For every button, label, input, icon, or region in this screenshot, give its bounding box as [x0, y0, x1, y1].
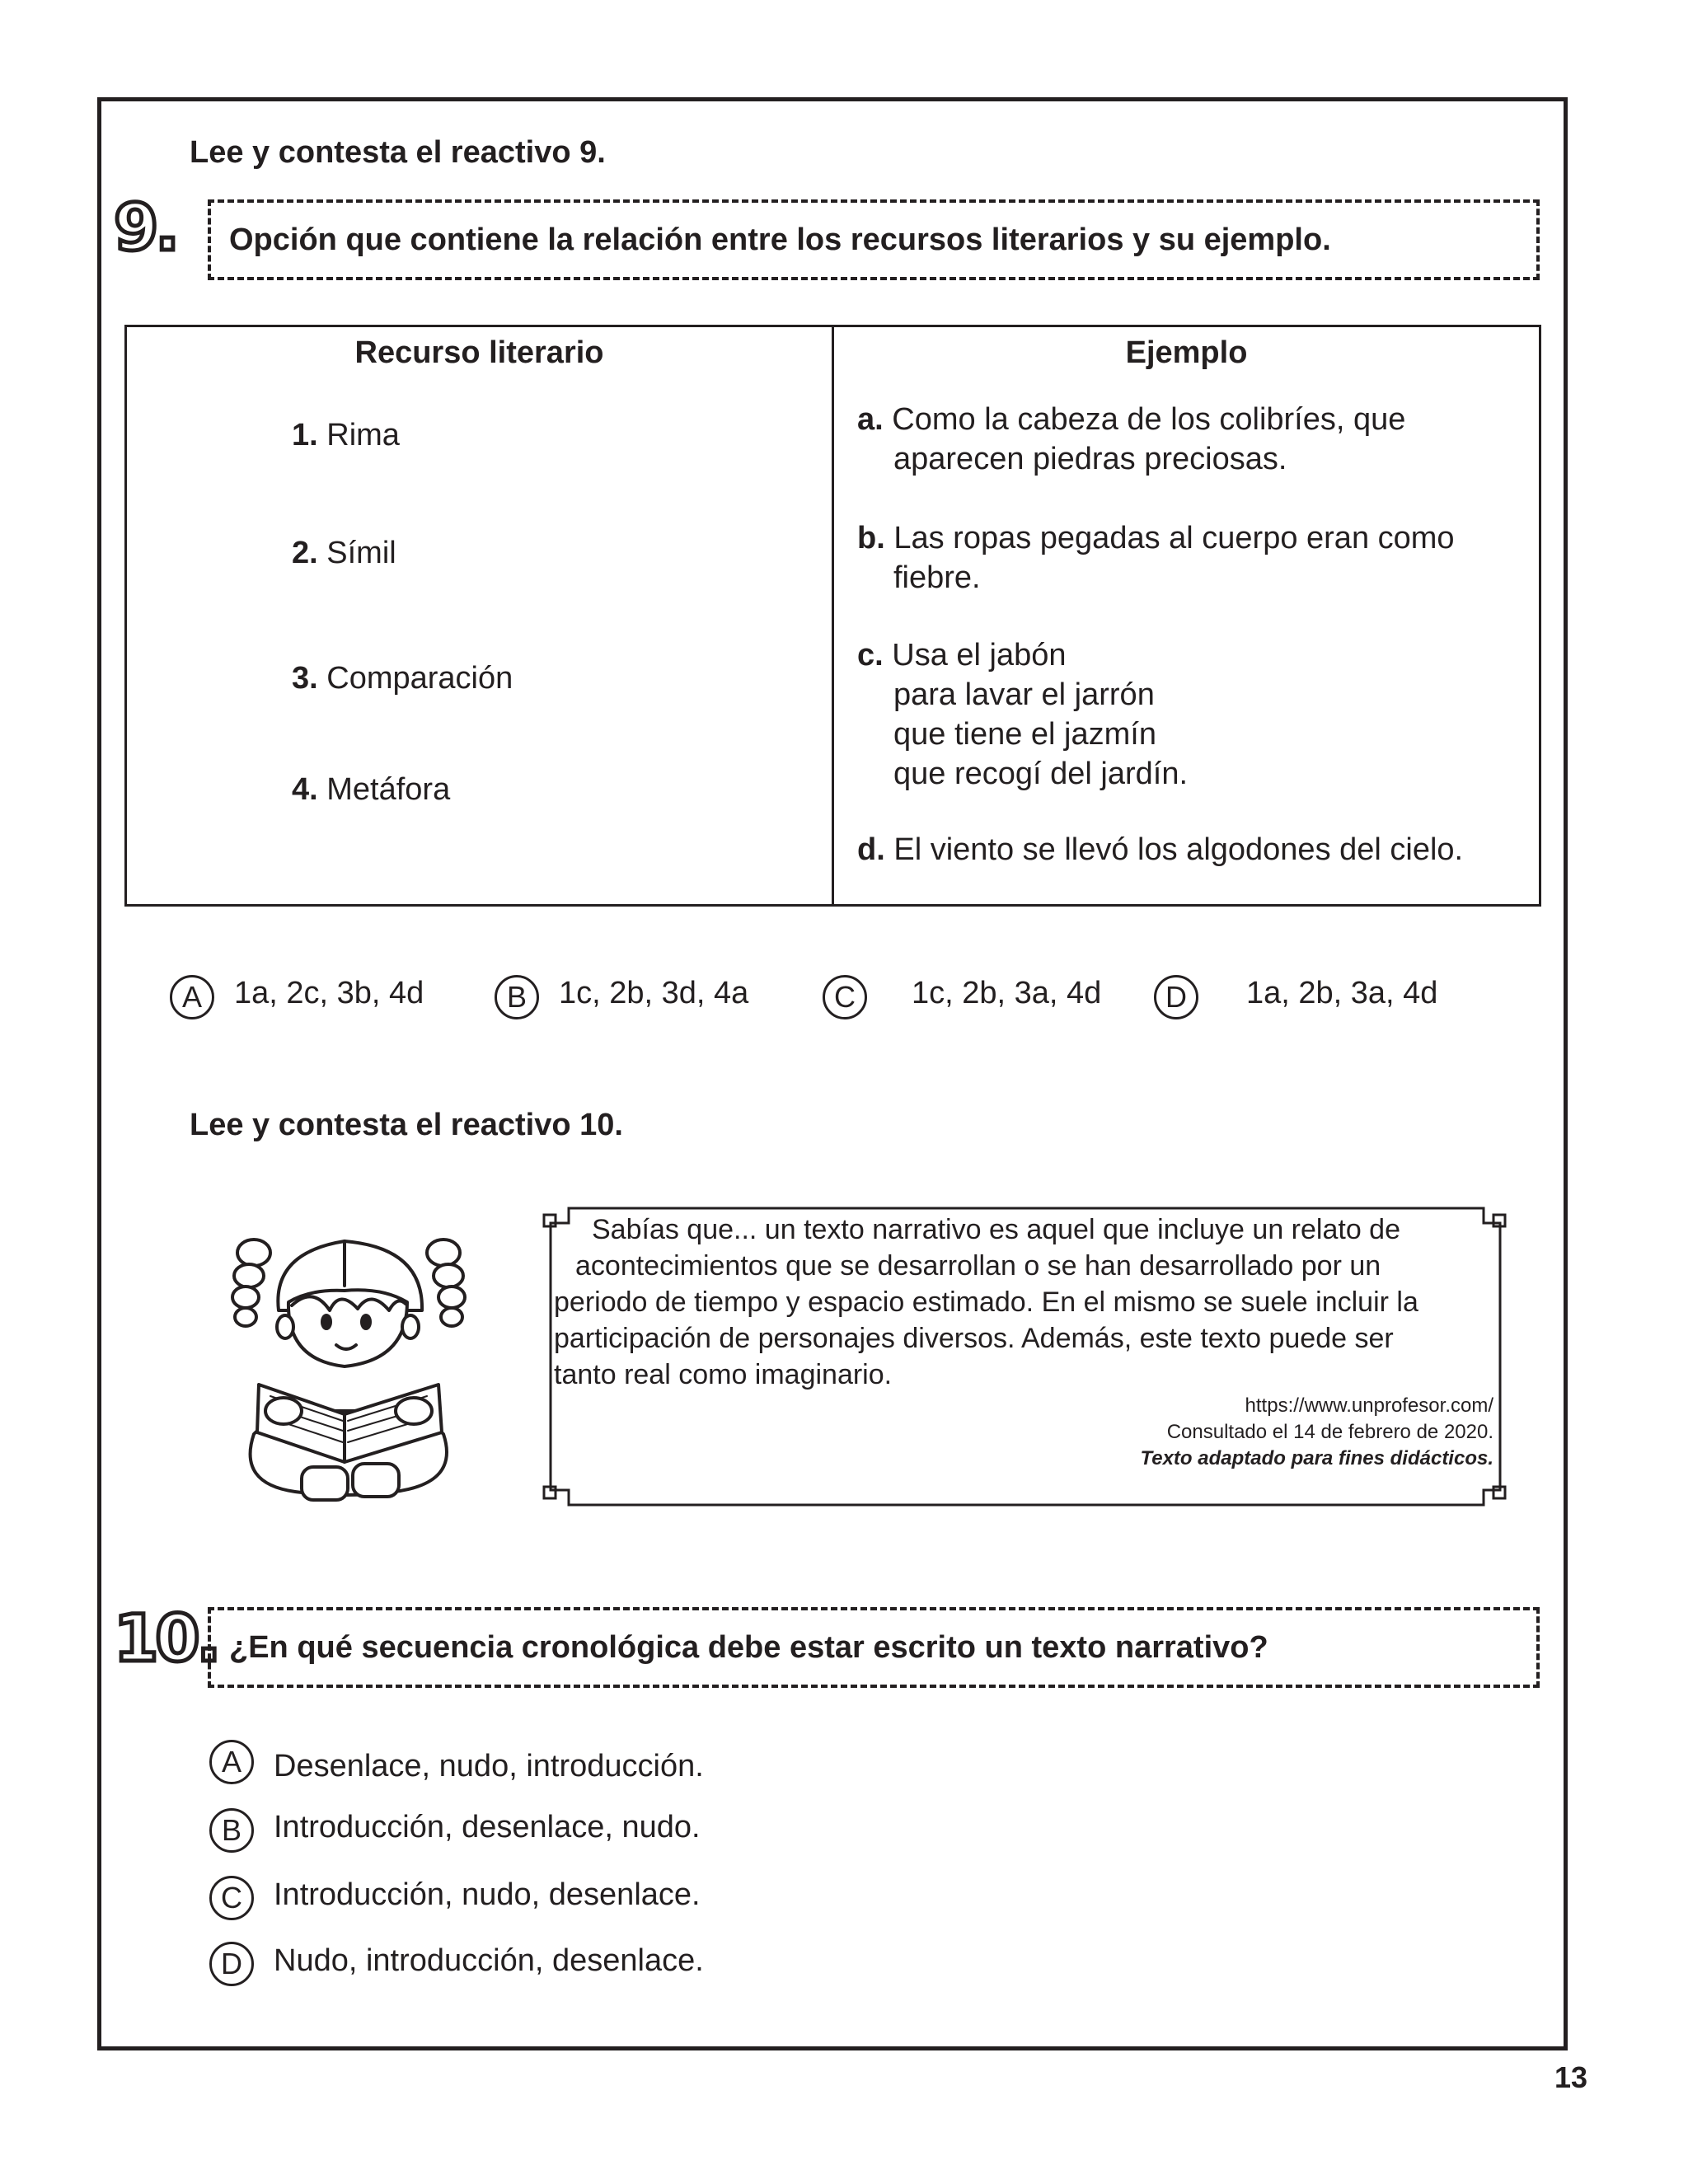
example-item: d. El viento se llevó los algodones del cielo.: [857, 832, 1464, 867]
example-item: a. Como la cabeza de los colibríes, que aparecen piedras preciosas.: [857, 402, 1406, 476]
example-column: [833, 326, 1540, 906]
q9-option-c-bubble[interactable]: C: [823, 975, 867, 1019]
q10-option-d-bubble[interactable]: D: [209, 1942, 254, 1986]
q9-question: Opción que contiene la relación entre los recursos literarios y su ejemplo.: [229, 222, 1331, 257]
q10-number: 10.: [114, 1602, 218, 1676]
q10-option-c-text[interactable]: Introducción, nudo, desenlace.: [274, 1877, 701, 1912]
source-note: Texto adaptado para fines didácticos.: [1140, 1447, 1493, 1469]
source-date: Consultado el 14 de febrero de 2020.: [1166, 1421, 1493, 1443]
q10-option-b-text[interactable]: Introducción, desenlace, nudo.: [274, 1810, 701, 1844]
note-line: participación de personajes diversos. Además, este texto puede ser: [554, 1323, 1394, 1354]
literary-resources-table: [124, 325, 1541, 907]
source-url: https://www.unprofesor.com/: [1245, 1394, 1493, 1417]
q9-option-d-text[interactable]: 1a, 2b, 3a, 4d: [1246, 976, 1438, 1010]
note-line: periodo de tiempo y espacio estimado. En el mismo se suele incluir la: [554, 1286, 1418, 1318]
col-header-example: Ejemplo: [1125, 335, 1248, 370]
q9-option-b-text[interactable]: 1c, 2b, 3d, 4a: [559, 976, 749, 1010]
q9-instruction: Lee y contesta el reactivo 9.: [190, 135, 606, 170]
q10-option-b-bubble[interactable]: B: [209, 1808, 254, 1853]
q9-option-d-bubble[interactable]: D: [1154, 975, 1198, 1019]
note-line: tanto real como imaginario.: [554, 1359, 893, 1390]
girl-reading-illustration: [221, 1220, 476, 1516]
q9-number: 9.: [114, 191, 176, 265]
resource-item: 3. Comparación: [292, 661, 513, 696]
info-note-box: [536, 1202, 1517, 1511]
q10-instruction: Lee y contesta el reactivo 10.: [190, 1108, 623, 1142]
q9-option-a-bubble[interactable]: A: [170, 975, 214, 1019]
q9-option-c-text[interactable]: 1c, 2b, 3a, 4d: [912, 976, 1102, 1010]
note-text: [554, 1212, 1493, 1393]
q10-question: ¿En qué secuencia cronológica debe estar escrito un texto narrativo?: [229, 1629, 1268, 1665]
resource-item: 2. Símil: [292, 536, 396, 570]
note-line: acontecimientos que se desarrollan o se han desarrollado por un: [575, 1250, 1381, 1282]
q9-option-a-text[interactable]: 1a, 2c, 3b, 4d: [234, 976, 424, 1010]
q10-option-c-bubble[interactable]: C: [209, 1876, 254, 1920]
example-item: b. Las ropas pegadas al cuerpo eran como fiebre.: [857, 521, 1455, 595]
q10-option-d-text[interactable]: Nudo, introducción, desenlace.: [274, 1943, 704, 1978]
resource-column: [126, 326, 833, 906]
resource-item: 1. Rima: [292, 418, 400, 452]
q10-option-a-bubble[interactable]: A: [209, 1740, 254, 1784]
col-header-resource: Recurso literario: [354, 335, 604, 370]
note-line: Sabías que... un texto narrativo es aquel que incluye un relato de: [592, 1214, 1400, 1245]
example-item: c. Usa el jabón para lavar el jarrón que tiene el jazmín que recogí del jardín.: [857, 638, 1189, 791]
q10-question-box: [208, 1607, 1540, 1688]
q9-option-b-bubble[interactable]: B: [495, 975, 539, 1019]
q10-option-a-text[interactable]: Desenlace, nudo, introducción.: [274, 1749, 704, 1783]
page-number: 13: [1554, 2060, 1588, 2094]
resource-item: 4. Metáfora: [292, 772, 451, 807]
q9-question-box: [208, 199, 1540, 280]
